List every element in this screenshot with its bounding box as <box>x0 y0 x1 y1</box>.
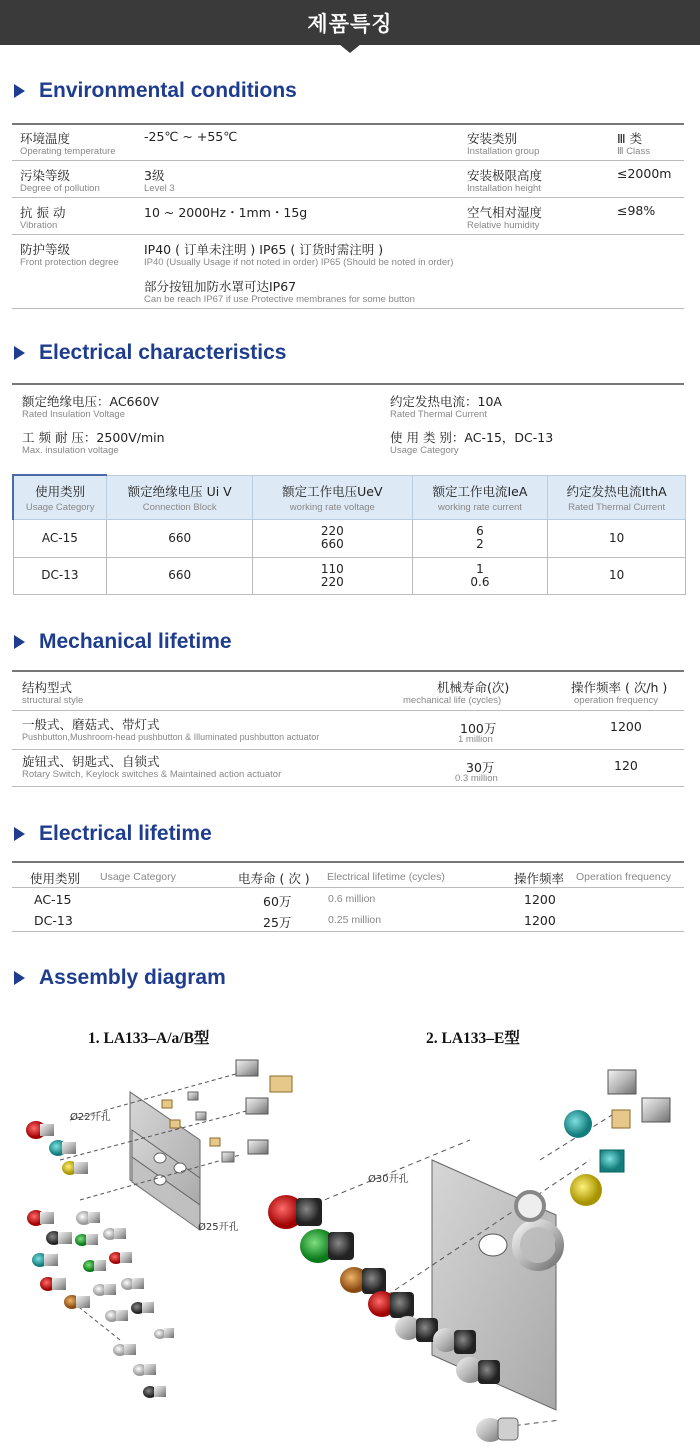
elife-freq: 1200 <box>524 913 556 928</box>
env-label2-cn: 安装类别 <box>467 131 518 146</box>
mech-life-en: 0.3 million <box>455 773 498 784</box>
table-header-cell: 约定发热电流IthA Rated Thermal Current <box>548 475 686 519</box>
env-label2-en: Relative humidity <box>467 220 540 231</box>
mech-life-cn: 30万 <box>466 760 495 775</box>
triangle-bullet-icon <box>14 84 25 98</box>
env-value2: ≤98% <box>617 203 656 218</box>
mech-freq: 120 <box>614 758 638 773</box>
elife-h1-cn: 使用类别 <box>30 871 81 886</box>
env-label-cn: 抗 振 动 <box>20 205 66 220</box>
section-heading-environmental: Environmental conditions <box>14 76 297 106</box>
env-label2-en: Installation group <box>467 146 540 157</box>
mech-col2-en: mechanical life (cycles) <box>403 695 502 706</box>
section-heading-assembly: Assembly diagram <box>14 963 226 993</box>
diagram-la133-abb <box>26 1060 292 1398</box>
env-value: 3级 <box>144 168 165 183</box>
mech-life-en: 1 million <box>458 734 493 745</box>
elec-item-cn: 工 频 耐 压：2500V/min <box>22 430 165 445</box>
mech-row-en: Pushbutton,Mushroom-head pushbutton & Illuminated pushbutton actuator <box>22 732 320 742</box>
elec-item-cn: 额定绝缘电压：AC660V <box>22 394 159 409</box>
elife-life-cn: 60万 <box>263 894 292 909</box>
assembly-subtitle-2: 2. LA133–E型 <box>426 1030 520 1047</box>
elife-cat: AC-15 <box>34 892 72 907</box>
elife-h1-en: Usage Category <box>100 871 176 883</box>
env-value2: ≤2000m <box>617 166 672 181</box>
diagram-la133-e <box>268 1070 670 1442</box>
electrical-table <box>12 474 686 595</box>
hole-label-30: Ø30开孔 <box>368 1174 409 1185</box>
elife-h2-en: Electrical lifetime (cycles) <box>327 871 445 883</box>
elife-life-en: 0.25 million <box>328 914 382 926</box>
elec-item-cn: 使 用 类 别：AC-15，DC-13 <box>390 430 554 445</box>
mech-row-en: Rotary Switch, Keylock switches & Maintained action actuator <box>22 769 282 780</box>
divider <box>12 308 684 309</box>
section-heading-mechanical: Mechanical lifetime <box>14 627 232 657</box>
env-value: IP40 ( 订单未注明 ) IP65 ( 订货时需注明 ) <box>144 242 384 257</box>
page-title: 제품특징 <box>307 12 393 36</box>
section-heading-electrical: Electrical characteristics <box>14 338 287 368</box>
mech-col1-en: structural style <box>22 695 84 706</box>
divider <box>12 670 684 672</box>
elec-item-en: Usage Category <box>390 445 459 456</box>
divider <box>12 749 684 750</box>
env-value: 10 ~ 2000Hz・1mm・15g <box>144 205 308 220</box>
env-label-en: Vibration <box>20 220 58 231</box>
env-label-en: Operating temperature <box>20 146 116 157</box>
env-value3-cn: 部分按钮加防水罩可达IP67 <box>144 279 297 294</box>
mech-life-cn: 100万 <box>460 721 497 736</box>
elec-item-en: Max. insulation voltage <box>22 445 119 456</box>
divider <box>12 197 684 198</box>
triangle-bullet-icon <box>14 971 25 985</box>
env-value2-en: Ⅲ Class <box>617 146 650 157</box>
elife-h2-cn: 电寿命 ( 次 ) <box>238 871 310 886</box>
elife-freq: 1200 <box>524 892 556 907</box>
env-label-cn: 防护等级 <box>20 242 71 257</box>
divider <box>12 123 684 125</box>
mech-row-cn: 一般式、磨菇式、带灯式 <box>22 717 160 732</box>
table-header-cell: 使用类别 Usage Category <box>13 475 107 519</box>
mech-col1-cn: 结构型式 <box>22 680 73 695</box>
elife-life-en: 0.6 million <box>328 893 376 905</box>
elife-h3-en: Operation frequency <box>576 871 672 883</box>
divider <box>12 786 684 787</box>
divider <box>12 160 684 161</box>
table-row: AC-15 660 220 660 6 2 10 <box>13 519 686 557</box>
table-row: DC-13 660 110 220 1 0.6 10 <box>13 557 686 594</box>
hole-label-25: Ø25开孔 <box>198 1222 239 1233</box>
divider <box>12 710 684 711</box>
env-label-cn: 污染等级 <box>20 168 71 183</box>
elec-item-cn: 约定发热电流：10A <box>390 394 502 409</box>
section-heading-electrical-life: Electrical lifetime <box>14 819 212 849</box>
env-label2-cn: 空气相对湿度 <box>467 205 543 220</box>
env-value2: Ⅲ 类 <box>617 131 643 146</box>
triangle-bullet-icon <box>14 827 25 841</box>
divider <box>12 861 684 863</box>
env-label-cn: 环境温度 <box>20 131 71 146</box>
mech-row-cn: 旋钮式、钥匙式、自锁式 <box>22 754 160 769</box>
table-header-cell: 额定工作电压UeV working rate voltage <box>253 475 413 519</box>
table-header-cell: 额定绝缘电压 Ui V Connection Block <box>107 475 253 519</box>
table-header-cell: 额定工作电流IeA working rate current <box>412 475 548 519</box>
divider <box>12 383 684 385</box>
env-value: -25℃ ~ +55℃ <box>144 129 238 144</box>
env-value-en: IP40 (Usually Usage if not noted in order) IP65 (Should be noted in order) <box>144 257 454 268</box>
elife-cat: DC-13 <box>34 913 73 928</box>
mech-col3-en: operation frequency <box>574 695 658 706</box>
env-label2-en: Installation height <box>467 183 541 194</box>
elec-item-en: Rated Insulation Voltage <box>22 409 125 420</box>
env-label-en: Front protection degree <box>20 257 119 268</box>
hole-label-22: Ø22开孔 <box>70 1112 111 1123</box>
divider <box>12 887 684 888</box>
elife-h3-cn: 操作频率 <box>514 871 565 886</box>
mech-freq: 1200 <box>610 719 642 734</box>
env-value3-en: Can be reach IP67 if use Protective membranes for some button <box>144 294 415 305</box>
assembly-illustration <box>0 1040 700 1452</box>
elec-item-en: Rated Thermal Current <box>390 409 487 420</box>
divider <box>12 234 684 235</box>
env-value-en: Level 3 <box>144 183 175 194</box>
page-header-bar <box>0 0 700 45</box>
divider <box>12 931 684 932</box>
env-label2-cn: 安装极限高度 <box>467 168 543 183</box>
env-label-en: Degree of pollution <box>20 183 100 194</box>
assembly-subtitle-1: 1. LA133–A/a/B型 <box>88 1030 210 1047</box>
mech-col2-cn: 机械寿命(次) <box>437 680 510 695</box>
triangle-bullet-icon <box>14 635 25 649</box>
mech-col3-cn: 操作频率 ( 次/h ) <box>571 680 668 695</box>
elife-life-cn: 25万 <box>263 915 292 930</box>
header-notch <box>339 44 361 53</box>
triangle-bullet-icon <box>14 346 25 360</box>
